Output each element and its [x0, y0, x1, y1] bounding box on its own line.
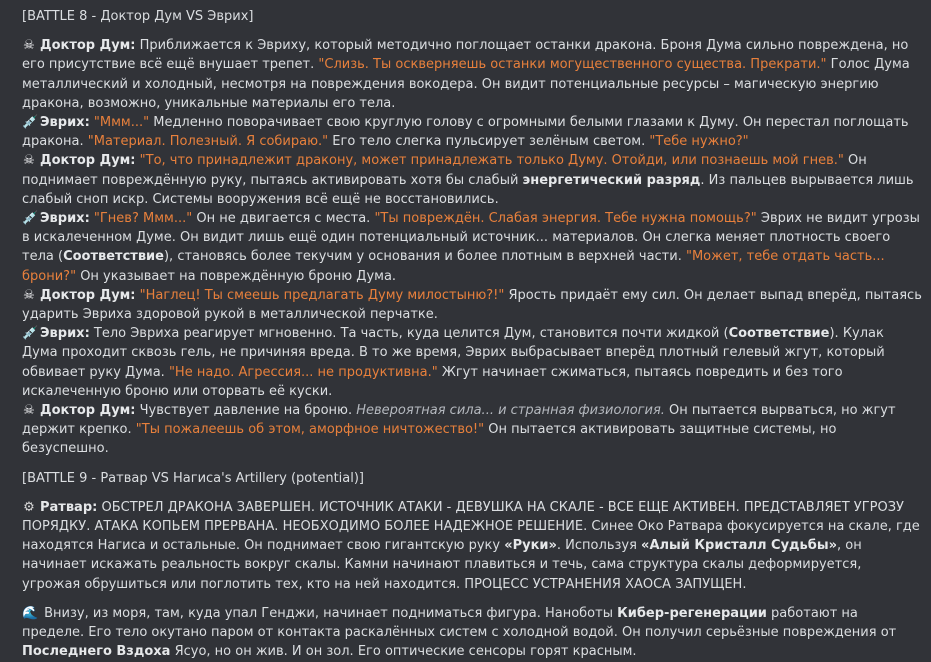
quote: "Может, тебе отдать часть... брони?" — [22, 249, 885, 284]
syringe-icon: 💉 — [22, 211, 39, 227]
syringe-icon: 💉 — [22, 326, 39, 342]
bold-term: Последнего Вздоха — [22, 644, 171, 660]
gear-icon: ⚙ — [23, 499, 35, 515]
paragraph-doom-4: ☠ Доктор Дум: Чувствует давление на броню. Невероятная сила... и странная физиология. Он пытается вырваться, но жгут держит крепко. "Ты пожалеешь об этом, аморфное ничтожество!" Он пытается активировать защитные системы, но безуспешно. — [22, 403, 896, 457]
speaker-name: Доктор Дум: — [40, 153, 136, 169]
paragraph-doom-1: ☠ Доктор Дум: Приближается к Эвриху, который методично поглощает останки дракона. Броня Дума сильно повреждена, но его присутствие всё ещё внушает трепет. "Слизь. Ты оскверняешь останки могущественного существа. Прекрати." Голос Дума металлический и холодный, несмотря на повреждения вокодера. Он видит потенциальные ресурсы – магическую энергию дракона, возможно, уникальные материалы его тела. — [22, 38, 910, 111]
quote: "Ты пожалеешь об этом, аморфное ничтожество!" — [135, 422, 485, 438]
italic-thought: Невероятная сила... и странная физиология. — [356, 403, 665, 419]
paragraph-evrih-2: 💉 Эврих: "Гнев? Ммм..." Он не двигается с места. "Ты повреждён. Слабая энергия. Тебе нужна помощь?" Эврих не видит угрозы в искалеченном Думе. Он видит лишь ещё один потенциальный источник... материалов. Он слегка меняет плотность своего тела (Соответствие), становясь более текучим у основания и более плотным в верхней части. "Может, тебе отдать часть... брони?" Он указывает на повреждённую броню Дума. — [22, 211, 920, 284]
paragraph-doom-3: ☠ Доктор Дум: "Наглец! Ты смеешь предлагать Думу милостыню?!" Ярость придаёт ему сил. Он делает выпад вперёд, пытаясь ударить Эвриха здоровой рукой в металлической перчатке. — [22, 287, 922, 323]
speaker-name: Доктор Дум: — [40, 38, 136, 54]
skull-icon: ☠ — [23, 287, 35, 303]
chat-message — [22, 0, 922, 662]
bold-term: Соответствие — [728, 326, 830, 342]
wave-icon: 🌊 — [22, 605, 39, 621]
quote: "Материал. Полезный. Я собираю." — [87, 134, 329, 150]
paragraph-ratvar-1: ⚙ Ратвар: ОБСТРЕЛ ДРАКОНА ЗАВЕРШЕН. ИСТОЧНИК АТАКИ - ДЕВУШКА НА СКАЛЕ - ВСЕ ЕЩЕ АКТИВЕН. ПРЕДСТАВЛЯЕТ УГРОЗУ ПОРЯДКУ. АТАКА КОПЬЕМ ПРЕРВАНА. НЕОБХОДИМО БОЛЕЕ НАДЕЖНОЕ РЕШЕНИЕ. Синее Око Ратвара фокусируется на скале, где находятся Нагиса и остальные. Он поднимает свою гигантскую руку «Руки». Используя «Алый Кристалл Судьбы», он начинает искажать реальность вокруг скалы. Камни начинают плавиться и течь, сама структура скалы деформируется, угрожая обрушиться или поглотить тех, кто на ней находится. ПРОЦЕСС УСТРАНЕНИЯ ХАОСА ЗАПУЩЕН. — [22, 499, 920, 592]
quote: "Гнев? Ммм..." — [89, 211, 193, 227]
skull-icon: ☠ — [23, 38, 35, 54]
speaker-name: Доктор Дум: — [40, 287, 136, 303]
bold-term: Кибер-регенерации — [617, 605, 767, 621]
quote: "То, что принадлежит дракону, может принадлежать только Думу. Отойди, или познаешь мой гнев." — [135, 153, 844, 169]
paragraph-genji-1: 🌊 Внизу, из моря, там, куда упал Генджи, начинает подниматься фигура. Наноботы Кибер-регенерации работают на пределе. Его тело окутано паром от контакта раскалённых систем с холодной водой. Он получил серьёзные повреждения от Последнего Вздоха Ясуо, но он жив. И он зол. Его оптические сенсоры горят красным. — [22, 605, 897, 660]
paragraph-doom-2: ☠ Доктор Дум: "То, что принадлежит дракону, может принадлежать только Думу. Отойди, или познаешь мой гнев." Он поднимает повреждённую руку, пытаясь активировать хотя бы слабый энергетический разряд. Из пальцев вырывается лишь слабый сноп искр. Системы вооружения всё ещё не восстановились. — [22, 153, 914, 207]
syringe-icon: 💉 — [22, 115, 39, 131]
speaker-name: Эврих: — [40, 326, 90, 342]
bold-term: Соответствие — [63, 249, 164, 265]
quote: "Слизь. Ты оскверняешь останки могущественного существа. Прекрати." — [318, 57, 827, 73]
bold-term: энергетический разряд — [522, 172, 701, 188]
quote: "Наглец! Ты смеешь предлагать Думу милостыню?!" — [135, 287, 505, 303]
bold-term: «Алый Кристалл Судьбы» — [641, 538, 838, 554]
bold-term: «Руки» — [504, 538, 557, 554]
quote: "Ммм..." — [89, 115, 150, 131]
speaker-name: Эврих: — [40, 211, 90, 227]
skull-icon: ☠ — [23, 153, 35, 169]
quote: "Тебе нужно?" — [649, 134, 749, 150]
skull-icon: ☠ — [23, 403, 35, 419]
speaker-name: Эврих: — [40, 115, 90, 131]
quote: "Не надо. Агрессия... не продуктивна." — [168, 364, 438, 380]
quote: "Ты повреждён. Слабая энергия. Тебе нужна помощь?" — [374, 211, 757, 227]
speaker-name: Ратвар: — [40, 499, 98, 515]
battle-8-header: [BATTLE 8 - Доктор Дум VS Эврих] — [22, 9, 254, 24]
speaker-name: Доктор Дум: — [40, 403, 136, 419]
paragraph-evrih-1: 💉 Эврих: "Ммм..." Медленно поворачивает свою круглую голову с огромными белыми глазами к Думу. Он перестал поглощать дракона. "Материал. Полезный. Я собираю." Его тело слегка пульсирует зелёным светом. "Тебе нужно?" — [22, 115, 909, 150]
paragraph-evrih-3: 💉 Эврих: Тело Эвриха реагирует мгновенно. Та часть, куда целится Дум, становится почти жидкой (Соответствие). Кулак Дума проходит сквозь гель, не причиняя вреда. В то же время, Эврих выбрасывает вперёд плотный гелевый жгут, который обвивает руку Дума. "Не надо. Агрессия... не продуктивна." Жгут начинает сжиматься, пытаясь повредить и без того искалеченную броню или оторвать её куски. — [22, 326, 885, 399]
battle-9-header: [BATTLE 9 - Ратвар VS Нагиса's Artillery (potential)] — [22, 470, 365, 486]
